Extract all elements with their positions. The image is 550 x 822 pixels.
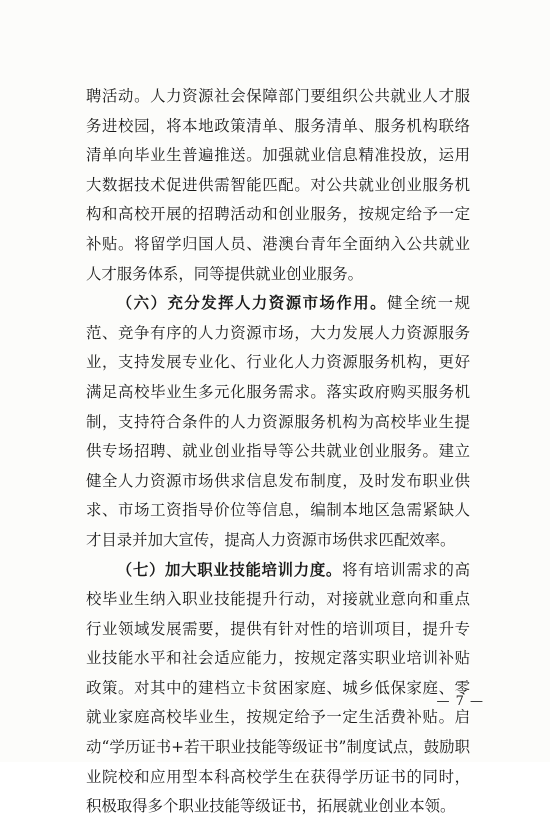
page-number: — 7 — xyxy=(436,694,484,709)
section-heading-7: （七）加大职业技能培训力度。 xyxy=(116,560,342,579)
section-heading-6: （六）充分发挥人力资源市场作用。 xyxy=(116,294,388,313)
document-body xyxy=(86,82,470,822)
paragraph-section-6 xyxy=(86,289,470,555)
paragraph-text: 聘活动。人力资源社会保障部门要组织公共就业人才服务进校园，将本地政策清单、服务清单、服务机构联络清单向毕业生普遍推送。加强就业信息精准投放，运用大数据技术促进供需智能匹配。对公共就业创业服务机构和高校开展的招聘活动和创业服务，按规定给予一定补贴。将留学归国人员、港澳台青年全面纳入公共就业人才服务体系，同等提供就业创业服务。 xyxy=(86,87,470,283)
paragraph-continuation xyxy=(86,82,470,289)
paragraph-text: 将有培训需求的高校毕业生纳入职业技能提升行动，对接就业意向和重点行业领域发展需要，提供有针对性的培训项目，提升专业技能水平和社会适应能力，按规定落实职业培训补贴政策。对其中的建档立卡贫困家庭、城乡低保家庭、零就业家庭高校毕业生，按规定给予一定生活费补贴。启动“学历证书+若干职业技能等级证书”制度试点，鼓励职业院校和应用型本科高校学生在获得学历证书的同时，积极取得多个职业技能等级证书，拓展就业创业本领。 xyxy=(86,560,470,816)
paragraph-section-7 xyxy=(86,556,470,822)
paragraph-text: 健全统一规范、竞争有序的人力资源市场，大力发展人力资源服务业，支持发展专业化、行业化人力资源服务机构，更好满足高校毕业生多元化服务需求。落实政府购买服务机制，支持符合条件的人力资源服务机构为高校毕业生提供专场招聘、就业创业指导等公共就业创业服务。建立健全人力资源市场供求信息发布制度，及时发布职业供求、市场工资指导价位等信息，编制本地区急需紧缺人才目录并加大宣传，提高人力资源市场供求匹配效率。 xyxy=(86,294,470,549)
